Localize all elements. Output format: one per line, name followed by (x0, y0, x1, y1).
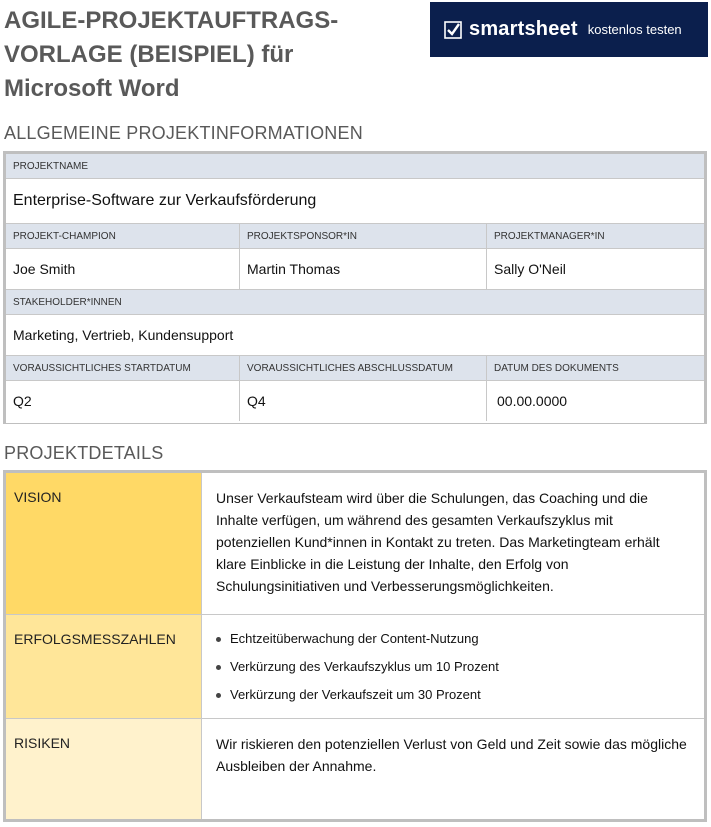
smartsheet-banner-link[interactable] (430, 2, 708, 57)
end-date-label: VORAUSSICHTLICHES ABSCHLUSSDATUM (240, 356, 487, 381)
stakeholders-label: STAKEHOLDER*INNEN (6, 290, 704, 315)
bullet-icon (216, 693, 221, 698)
title-line-2: VORLAGE (BEISPIEL) für (4, 41, 294, 68)
doc-date-label: DATUM DES DOKUMENTS (487, 356, 704, 381)
start-date-label: VORAUSSICHTLICHES STARTDATUM (6, 356, 240, 381)
champion-label: PROJEKT-CHAMPION (6, 224, 240, 249)
banner-cta: kostenlos testen (587, 22, 682, 37)
title-line-3: Microsoft Word (4, 75, 180, 102)
project-name-label: PROJEKTNAME (6, 154, 704, 179)
title-line-1: AGILE-PROJEKTAUFTRAGS- (4, 7, 339, 34)
sponsor-value: Martin Thomas (240, 249, 487, 290)
metrics-list (216, 625, 690, 709)
manager-label: PROJEKTMANAGER*IN (487, 224, 704, 249)
document-title (4, 4, 404, 106)
start-date-value: Q2 (6, 381, 240, 421)
bullet-icon (216, 637, 221, 642)
general-info-heading: ALLGEMEINE PROJEKTINFORMATIONEN (4, 123, 363, 143)
list-item (216, 653, 690, 681)
metrics-label: ERFOLGSMESSZAHLEN (6, 615, 202, 718)
metric-text: Verkürzung des Verkaufszyklus um 10 Prozent (230, 659, 499, 674)
end-date-value: Q4 (240, 381, 487, 421)
risks-text: Wir riskieren den potenziellen Verlust von Geld und Zeit sowie das mögliche Ausbleiben der Annahme. (216, 736, 687, 774)
metric-text: Verkürzung der Verkaufszeit um 30 Prozent (230, 687, 481, 702)
doc-date-value: 00.00.0000 (487, 381, 704, 421)
metric-text: Echtzeitüberwachung der Content-Nutzung (230, 631, 479, 646)
project-details-table (3, 470, 707, 822)
list-item (216, 681, 690, 709)
list-item (216, 625, 690, 653)
sponsor-label: PROJEKTSPONSOR*IN (240, 224, 487, 249)
vision-text: Unser Verkaufsteam wird über die Schulungen, das Coaching und die Inhalte verfügen, um während des gesamten Verkaufszyklus mit potenziellen Kund*innen in Kontakt zu treten. Das Marketingteam erhält klare Einblicke in die Leistung der Inhalte, den Erfolg von Schulungsinitiativen und Verbesserungsmöglichkeiten. (216, 490, 660, 594)
project-name-value: Enterprise-Software zur Verkaufsförderung (6, 179, 704, 224)
champion-value: Joe Smith (6, 249, 240, 290)
risks-label: RISIKEN (6, 719, 202, 819)
bullet-icon (216, 665, 221, 670)
manager-value: Sally O'Neil (487, 249, 704, 290)
vision-label: VISION (6, 473, 202, 614)
banner-brand: smartsheet (469, 18, 578, 40)
general-info-table (3, 151, 707, 424)
metrics-list-container (202, 615, 704, 718)
stakeholders-value: Marketing, Vertrieb, Kundensupport (6, 315, 704, 356)
project-details-heading: PROJEKTDETAILS (4, 443, 164, 463)
smartsheet-check-icon (444, 21, 462, 39)
